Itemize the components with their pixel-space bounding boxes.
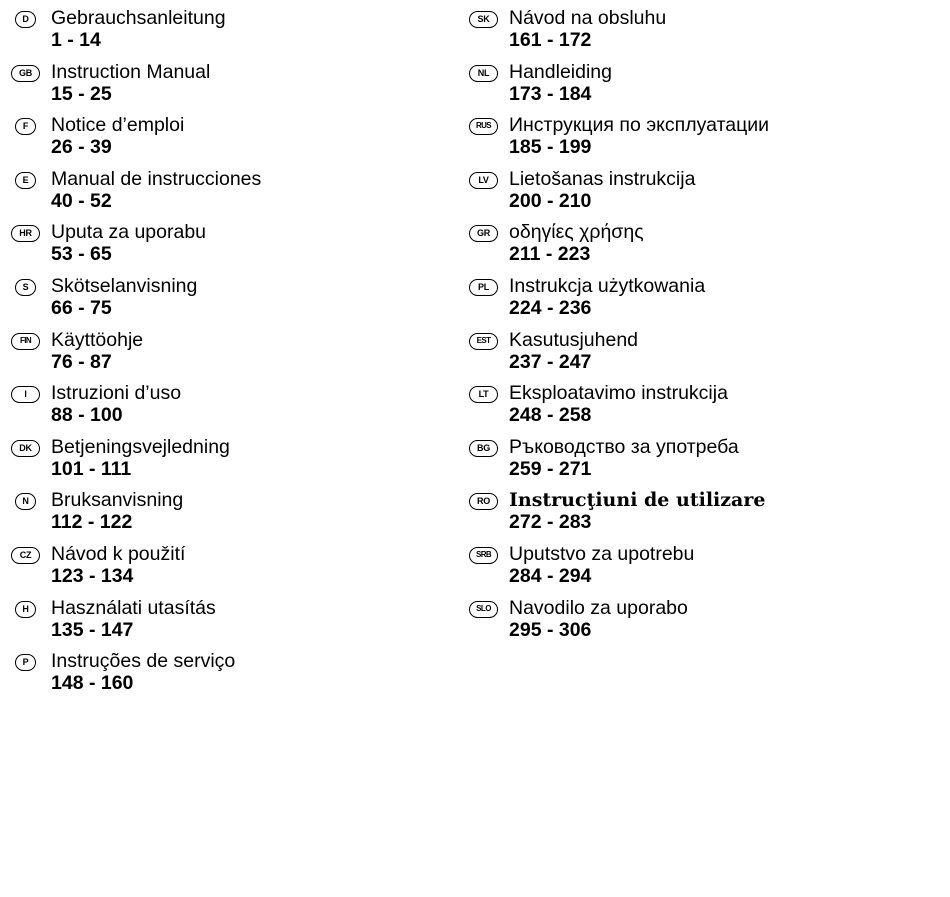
country-code-badge: E [15,172,36,189]
page-range: 284 - 294 [509,564,592,587]
manual-title: Kasutusjuhend [509,328,639,351]
page-range: 26 - 39 [51,136,112,159]
language-entry-gb [11,61,451,115]
manual-title: Bruksanvisning [51,489,184,512]
language-entry-ee [469,329,939,383]
language-entry-lt [469,382,939,436]
country-code-badge: D [15,11,36,28]
manual-title: Ръководство за употреба [509,435,739,458]
country-code-badge: GB [11,65,40,82]
language-entry-fi [11,329,451,383]
page-range: 295 - 306 [509,618,592,641]
country-code-badge: GR [469,225,498,242]
page-range: 224 - 236 [509,296,592,319]
language-entry-ro [469,489,939,543]
language-entry-sk [469,7,939,61]
country-code-badge: S [15,279,36,296]
language-entry-no [11,489,451,543]
country-code-badge: PL [469,279,498,296]
country-code-badge: N [15,493,36,510]
manual-title: Navodilo za uporabo [509,596,688,619]
manual-title: Инструкция по эксплуатации [509,114,770,137]
manual-title: Gebrauchsanleitung [51,7,226,29]
page-range: 211 - 223 [509,243,591,266]
language-entry-lv [469,168,939,222]
country-code-badge: LT [469,386,498,403]
language-index-right-column [469,7,939,650]
manual-title: Használati utasítás [51,596,216,619]
language-entry-rs [469,543,939,597]
manual-title: Lietošanas instrukcija [509,167,696,190]
language-entry-fr [11,114,451,168]
page-range: 248 - 258 [509,404,592,427]
page-range: 123 - 134 [51,564,134,587]
page-range: 237 - 247 [509,350,592,373]
page-range: 88 - 100 [51,404,123,427]
manual-title: Istruzioni d’uso [51,382,182,405]
page-range: 161 - 172 [509,29,592,51]
page-range: 101 - 111 [51,457,132,480]
manual-title: Návod na obsluhu [509,7,667,29]
manual-title: Instrukcja użytkowania [509,274,706,297]
page-range: 112 - 122 [51,511,133,534]
manual-title: Instrucţiuni de utilizare [509,489,766,512]
country-code-badge: H [15,601,36,618]
page-range: 53 - 65 [51,243,112,266]
manual-title: Instruções de serviço [51,650,236,673]
page-range: 272 - 283 [509,511,592,534]
country-code-badge: SRB [469,547,498,564]
country-code-badge: LV [469,172,498,189]
page-range: 1 - 14 [51,29,101,51]
language-entry-ru [469,114,939,168]
language-entry-nl [469,61,939,115]
language-entry-it [11,382,451,436]
manual-title: Betjeningsvejledning [51,435,230,458]
manual-title: Instruction Manual [51,60,211,83]
manual-title: Käyttöohje [51,328,144,351]
language-entry-bg [469,436,939,490]
language-index-left-column [11,7,451,704]
country-code-badge: BG [469,440,498,457]
country-code-badge: NL [469,65,498,82]
language-entry-pl [469,275,939,329]
page-range: 259 - 271 [509,457,592,480]
country-code-badge: I [11,386,40,403]
manual-title: Handleiding [509,60,612,83]
language-entry-hr [11,221,451,275]
page-range: 200 - 210 [509,189,592,212]
country-code-badge: P [15,654,36,671]
language-entry-si [469,597,939,651]
manual-title: Skötselanvisning [51,274,198,297]
language-entry-gr [469,221,939,275]
manual-title: Notice d’emploi [51,114,185,137]
country-code-badge: F [15,118,36,135]
country-code-badge: RUS [469,118,498,135]
page-range: 66 - 75 [51,296,112,319]
page-range: 148 - 160 [51,672,134,695]
page-range: 15 - 25 [51,82,112,105]
country-code-badge: SLO [469,601,498,618]
manual-title: οδηγίες χρήσης [509,221,644,244]
language-entry-es [11,168,451,222]
page-range: 135 - 147 [51,618,134,641]
page-range: 76 - 87 [51,350,112,373]
country-code-badge: CZ [11,547,40,564]
country-code-badge: EST [469,333,498,350]
country-code-badge: RO [469,493,498,510]
manual-title: Uputstvo za upotrebu [509,542,695,565]
language-entry-dk [11,436,451,490]
language-entry-hu [11,597,451,651]
language-entry-de [11,7,451,61]
country-code-badge: DK [11,440,40,457]
manual-title: Návod k použití [51,542,186,565]
country-code-badge: SK [469,11,498,28]
page-range: 173 - 184 [509,82,592,105]
page-range: 40 - 52 [51,189,112,212]
country-code-badge: HR [11,225,40,242]
manual-title: Eksploatavimo instrukcija [509,382,728,405]
language-entry-se [11,275,451,329]
language-entry-cz [11,543,451,597]
manual-title: Uputa za uporabu [51,221,207,244]
country-code-badge: FIN [11,333,40,350]
manual-title: Manual de instrucciones [51,167,262,190]
language-entry-pt [11,650,451,704]
page-range: 185 - 199 [509,136,592,159]
